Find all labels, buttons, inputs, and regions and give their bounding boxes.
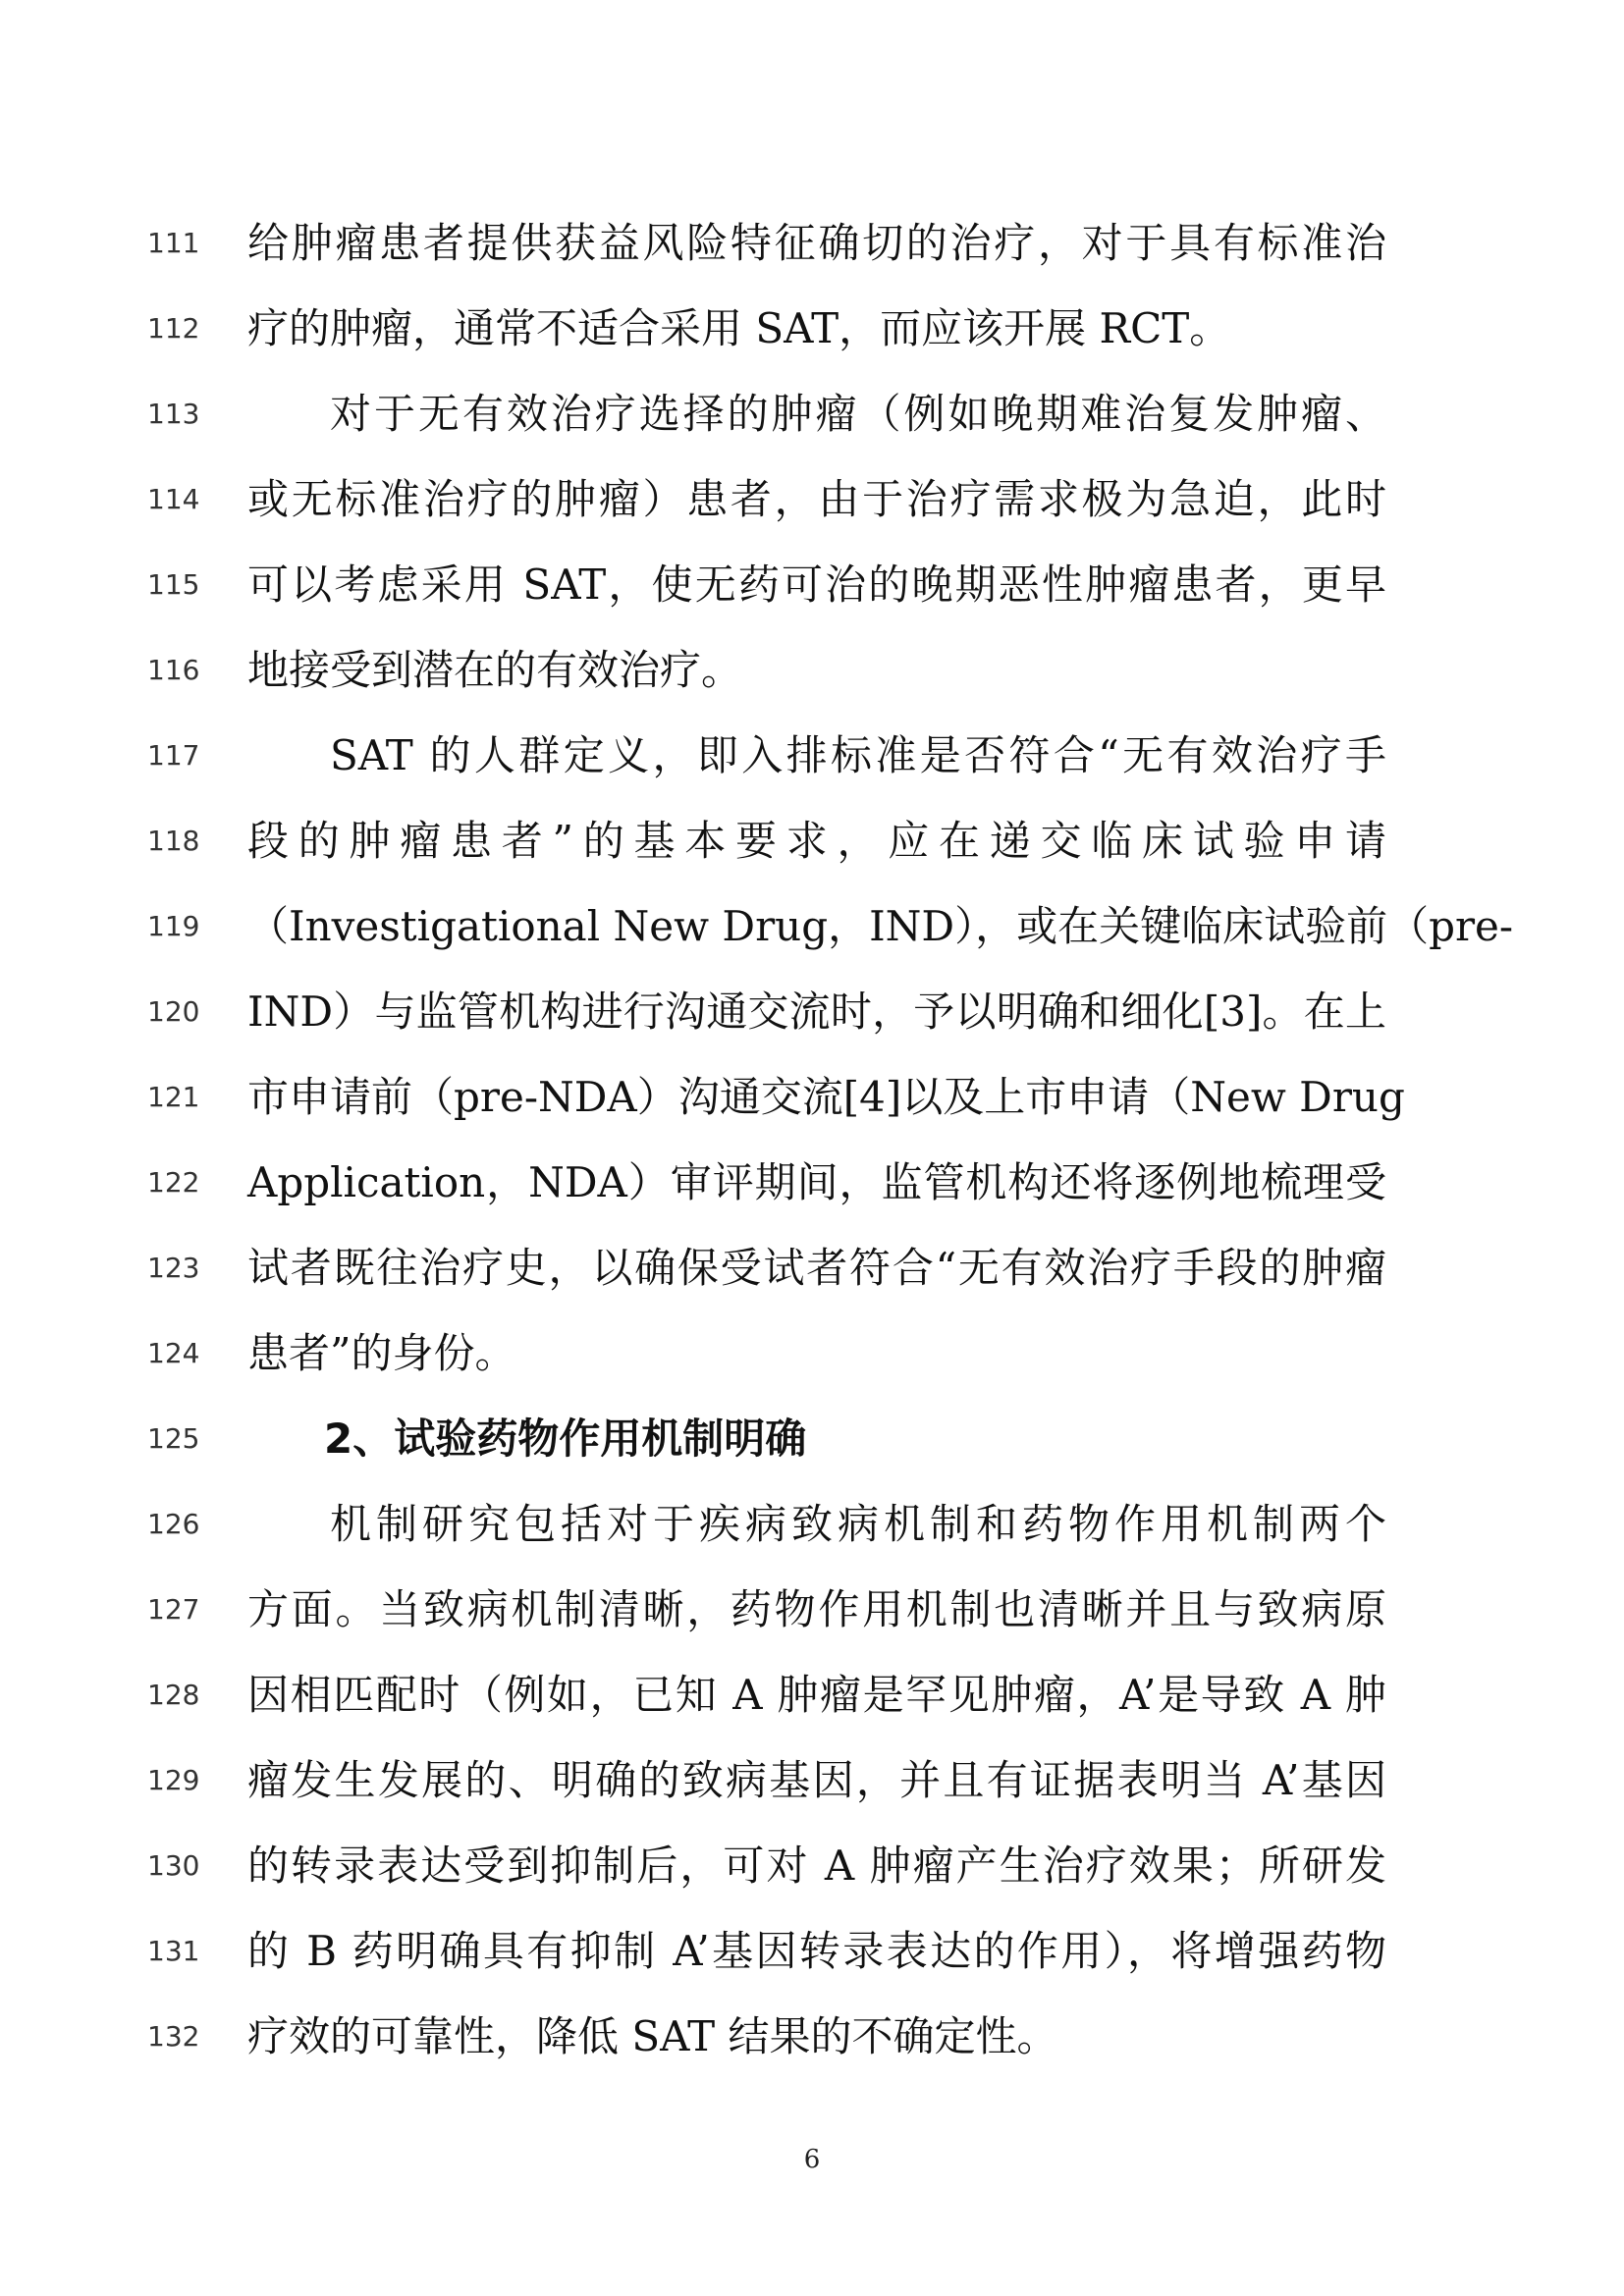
line-text: （Investigational New Drug，IND），或在关键临床试验前（pre-	[247, 902, 1514, 950]
line-text: 市申请前（pre-NDA）沟通交流[4]以及上市申请（New Drug	[247, 1073, 1405, 1121]
line-text: 的 B 药明确具有抑制 A’基因转录表达的作用），将增强药物	[247, 1927, 1386, 1975]
line-number: 128	[147, 1679, 200, 1711]
line-text: Application，NDA）审评期间，监管机构还将逐例地梳理受	[247, 1158, 1386, 1206]
line-text: 可以考虑采用 SAT，使无药可治的晚期恶性肿瘤患者，更早	[247, 561, 1386, 609]
section-heading: 2、试验药物作用机制明确	[324, 1415, 807, 1463]
line-text: 的转录表达受到抑制后，可对 A 肿瘤产生治疗效果；所研发	[247, 1842, 1386, 1890]
line-text: 瘤发生发展的、明确的致病基因，并且有证据表明当 A’基因	[247, 1756, 1386, 1804]
text-line	[0, 969, 1624, 1054]
line-number: 131	[147, 1935, 200, 1967]
line-number: 117	[147, 739, 200, 772]
text-line	[0, 1652, 1624, 1737]
line-number: 122	[147, 1166, 200, 1199]
text-line	[0, 1908, 1624, 1994]
page-number: 6	[803, 2145, 821, 2174]
line-text: 患者”的身份。	[247, 1329, 516, 1377]
line-number: 111	[147, 227, 200, 259]
line-number: 127	[147, 1593, 200, 1626]
line-number: 118	[147, 825, 200, 857]
text-line	[0, 1737, 1624, 1823]
text-line	[0, 286, 1624, 371]
line-number: 116	[147, 654, 200, 686]
line-number: 115	[147, 568, 200, 601]
text-line	[0, 200, 1624, 286]
line-text: 方面。当致病机制清晰，药物作用机制也清晰并且与致病原	[247, 1585, 1386, 1633]
text-line	[0, 1225, 1624, 1310]
text-line	[0, 798, 1624, 883]
line-text: IND）与监管机构进行沟通交流时，予以明确和细化[3]。在上	[247, 988, 1386, 1036]
text-line	[0, 371, 1624, 456]
text-line	[0, 627, 1624, 713]
line-text: 段的肿瘤患者”的基本要求，应在递交临床试验申请	[247, 817, 1386, 865]
line-text: 或无标准治疗的肿瘤）患者，由于治疗需求极为急迫，此时	[247, 475, 1386, 523]
line-number: 112	[147, 312, 200, 345]
line-number: 126	[147, 1508, 200, 1540]
line-number: 120	[147, 995, 200, 1028]
text-line	[0, 1310, 1624, 1396]
line-text: 地接受到潜在的有效治疗。	[247, 646, 743, 694]
text-line	[0, 1567, 1624, 1652]
text-line	[0, 1994, 1624, 2079]
line-number: 132	[147, 2020, 200, 2053]
text-line	[0, 1140, 1624, 1225]
line-text: 因相匹配时（例如，已知 A 肿瘤是罕见肿瘤，A’是导致 A 肿	[247, 1671, 1386, 1719]
line-number: 114	[147, 483, 200, 515]
text-line	[0, 883, 1624, 969]
line-number: 130	[147, 1849, 200, 1882]
line-number: 113	[147, 398, 200, 430]
line-number: 129	[147, 1764, 200, 1796]
section-heading-line	[0, 1396, 1624, 1481]
line-text: 试者既往治疗史，以确保受试者符合“无有效治疗手段的肿瘤	[247, 1244, 1386, 1292]
line-number: 123	[147, 1252, 200, 1284]
line-text: 对于无有效治疗选择的肿瘤（例如晚期难治复发肿瘤、	[330, 390, 1386, 438]
line-number: 119	[147, 910, 200, 942]
text-line	[0, 542, 1624, 627]
line-text: 给肿瘤患者提供获益风险特征确切的治疗，对于具有标准治	[247, 219, 1386, 267]
text-line	[0, 1054, 1624, 1140]
line-number: 124	[147, 1337, 200, 1369]
text-line	[0, 1481, 1624, 1567]
text-line	[0, 1823, 1624, 1908]
line-number: 125	[147, 1422, 200, 1455]
line-number: 121	[147, 1081, 200, 1113]
line-text: 疗的肿瘤，通常不适合采用 SAT，而应该开展 RCT。	[247, 304, 1231, 352]
line-text: 机制研究包括对于疾病致病机制和药物作用机制两个	[330, 1500, 1386, 1548]
line-text: 疗效的可靠性，降低 SAT 结果的不确定性。	[247, 2012, 1058, 2060]
text-line	[0, 713, 1624, 798]
text-line	[0, 456, 1624, 542]
line-text: SAT 的人群定义，即入排标准是否符合“无有效治疗手	[330, 731, 1386, 779]
